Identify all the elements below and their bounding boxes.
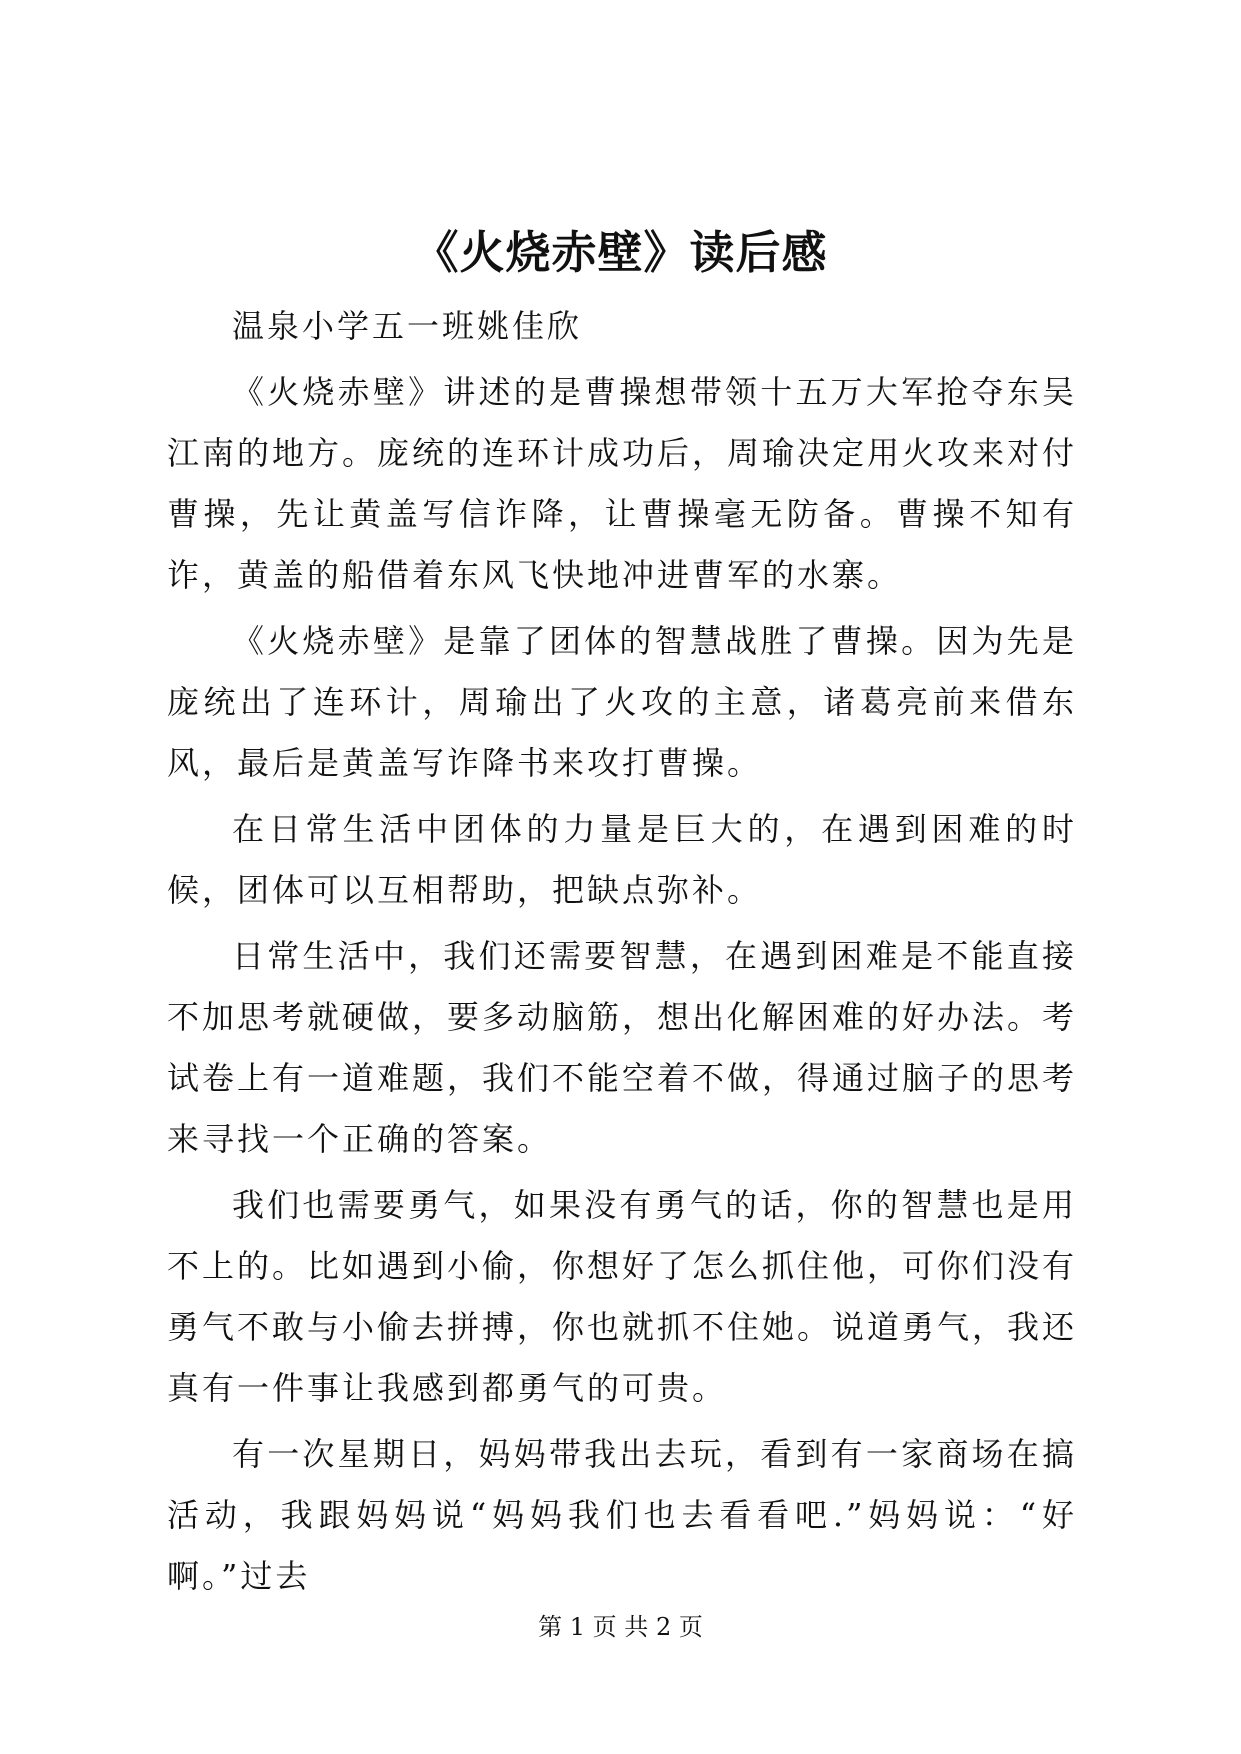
paragraph-4: 日常生活中，我们还需要智慧，在遇到困难是不能直接不加思考就硬做，要多动脑筋，想出化解困难的好办法。考试卷上有一道难题，我们不能空着不做，得通过脑子的思考来寻找一个正确的答案。 bbox=[167, 937, 1078, 1158]
paragraph-2: 《火烧赤壁》是靠了团体的智慧战胜了曹操。因为先是庞统出了连环计，周瑜出了火攻的主意，诸葛亮前来借东风，最后是黄盖写诈降书来攻打曹操。 bbox=[167, 622, 1077, 782]
paragraph-1: 《火烧赤壁》讲述的是曹操想带领十五万大军抢夺东吴江南的地方。庞统的连环计成功后，周瑜决定用火攻来对付曹操，先让黄盖写信诈降，让曹操毫无防备。曹操不知有诈，黄盖的船借着东风飞快地冲进曹军的水寨。 bbox=[167, 373, 1078, 594]
page-number-footer: 第 1 页 共 2 页 bbox=[538, 1613, 703, 1641]
author-line: 温泉小学五一班姚佳欣 bbox=[232, 307, 583, 345]
paragraph-6: 有一次星期日，妈妈带我出去玩，看到有一家商场在搞活动，我跟妈妈说“妈妈我们也去看看吧.”妈妈说：“好啊。”过去 bbox=[167, 1435, 1077, 1595]
document-body bbox=[167, 296, 1077, 1612]
document-title: 《火烧赤壁》读后感 bbox=[413, 226, 828, 279]
paragraph-3: 在日常生活中团体的力量是巨大的，在遇到困难的时候，团体可以互相帮助，把缺点弥补。 bbox=[167, 810, 1077, 909]
paragraph-5: 我们也需要勇气，如果没有勇气的话，你的智慧也是用不上的。比如遇到小偷，你想好了怎么抓住他，可你们没有勇气不敢与小偷去拼搏，你也就抓不住她。说道勇气，我还真有一件事让我感到都勇气的可贵。 bbox=[167, 1186, 1078, 1407]
